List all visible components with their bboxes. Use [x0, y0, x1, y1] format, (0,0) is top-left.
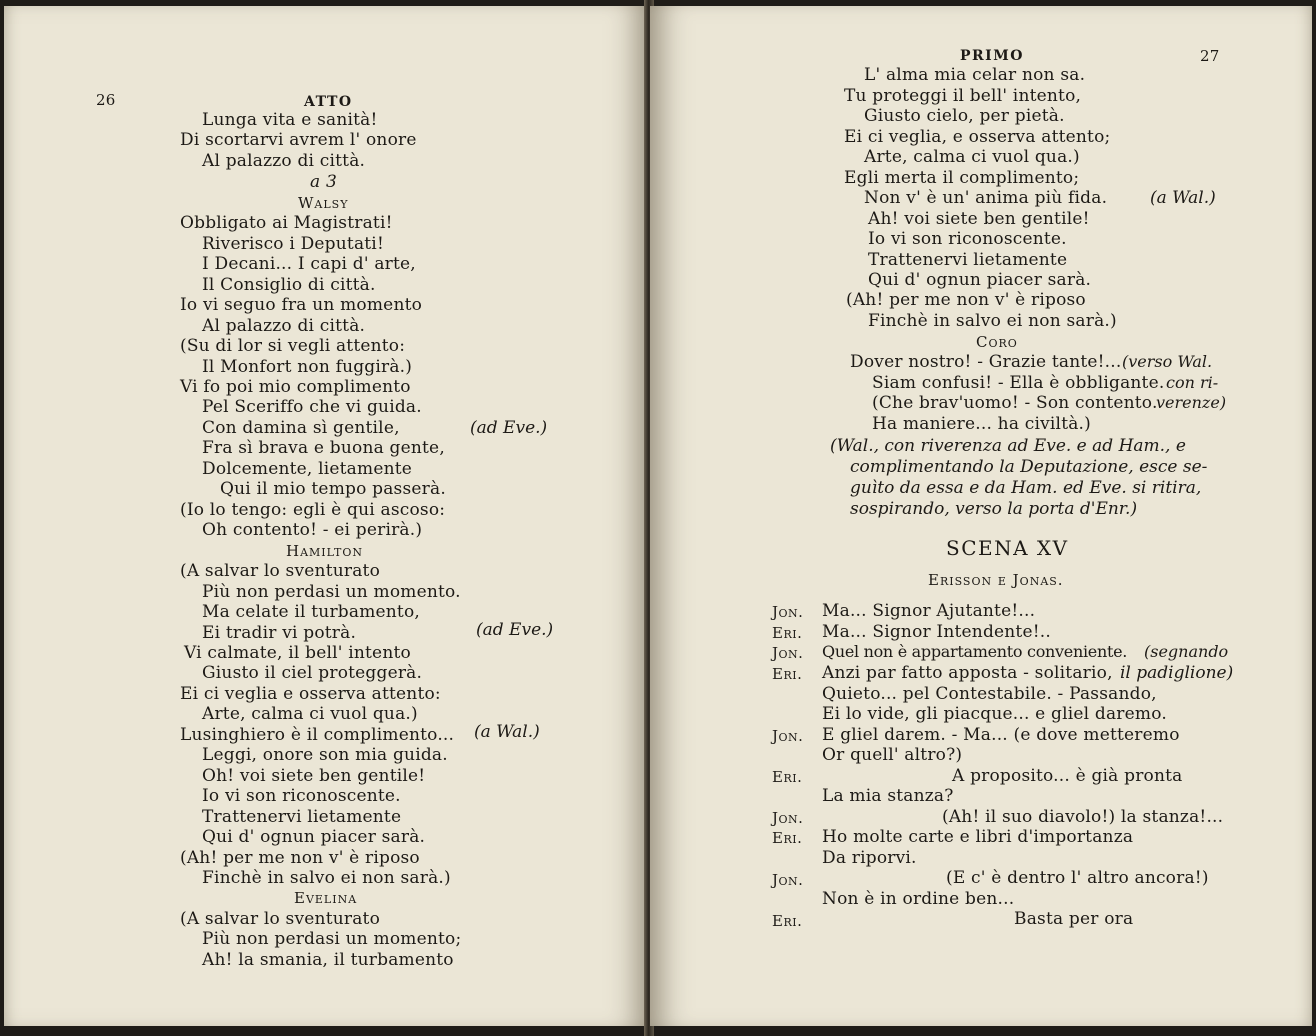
verse-line: Io vi seguo fra un momento: [180, 295, 423, 315]
dialogue-speaker: Eri.: [772, 768, 803, 786]
verse-line: Qui d' ognun piacer sarà.: [868, 270, 1092, 290]
verse-line: Arte, calma ci vuol qua.): [202, 704, 418, 724]
verse-line: Finchè in salvo ei non sarà.): [202, 868, 451, 888]
dialogue-line: (E c' è dentro l' altro ancora!): [946, 868, 1209, 888]
stage-direction: con ri-: [1166, 373, 1219, 392]
stage-block-line: sospirando, verso la porta d'Enr.): [850, 499, 1138, 519]
dialogue-line: Basta per ora: [1014, 909, 1134, 929]
page-number-left: 26: [96, 91, 116, 109]
verse-line: Ei ci veglia, e osserva attento;: [844, 127, 1111, 147]
stage-block-line: guìto da essa e da Ham. ed Eve. si ritira,: [850, 478, 1202, 498]
scene-title: SCENA XV: [946, 536, 1069, 560]
verse-line: Con damina sì gentile,: [202, 418, 400, 438]
verse-line: Ei ci veglia e osserva attento:: [180, 684, 441, 704]
verse-line: Più non perdasi un momento;: [202, 929, 462, 949]
dialogue-line: Quel non è appartamento conveniente.: [822, 642, 1128, 661]
dialogue-line: E gliel darem. - Ma... (e dove metteremo: [822, 725, 1180, 745]
verse-line: Non v' è un' anima più fida.: [864, 188, 1108, 208]
dialogue-line: Non è in ordine ben...: [822, 889, 1015, 909]
dialogue-speaker: Jon.: [772, 603, 804, 621]
verse-line: Lunga vita e sanità!: [202, 110, 378, 130]
verse-line: Fra sì brava e buona gente,: [202, 438, 445, 458]
page-number-right: 27: [1200, 47, 1220, 65]
dialogue-line: A proposito... è già pronta: [952, 766, 1183, 786]
verse-line: Qui il mio tempo passerà.: [220, 479, 446, 499]
verse-line: L' alma mia celar non sa.: [864, 65, 1086, 85]
verse-line: Oh contento! - ei perirà.): [202, 520, 423, 540]
stage-direction: (ad Eve.): [476, 620, 554, 640]
dialogue-speaker: Eri.: [772, 829, 803, 847]
verse-line: (Io lo tengo: egli è qui ascoso:: [180, 500, 446, 520]
verse-line: Trattenervi lietamente: [868, 250, 1068, 270]
verse-line: Dolcemente, lietamente: [202, 459, 413, 479]
verse-line: I Decani... I capi d' arte,: [202, 254, 416, 274]
running-header-left: ATTO: [304, 94, 353, 110]
verse-line: Io vi son riconoscente.: [202, 786, 401, 806]
verse-line: Siam confusi! - Ella è obbligante.: [872, 373, 1165, 393]
speaker-heading: Walsy: [298, 194, 349, 212]
verse-line: Di scortarvi avrem l' onore: [180, 130, 417, 150]
verse-line: (A salvar lo sventurato: [180, 561, 381, 581]
left-page: [4, 6, 648, 1026]
verse-line: Egli merta il complimento;: [844, 168, 1080, 188]
dialogue-line: Ma... Signor Ajutante!...: [822, 601, 1036, 621]
verse-line: Al palazzo di città.: [202, 151, 366, 171]
verse-line: Finchè in salvo ei non sarà.): [868, 311, 1117, 331]
ensemble-marker: a 3: [310, 172, 337, 192]
verse-line: Riverisco i Deputati!: [202, 234, 384, 254]
verse-line: Ah! voi siete ben gentile!: [868, 209, 1090, 229]
verse-line: Vi calmate, il bell' intento: [184, 643, 411, 663]
verse-line: Ah! la smania, il turbamento: [202, 950, 454, 970]
verse-line: (Ah! per me non v' è riposo: [180, 848, 420, 868]
verse-line: Io vi son riconoscente.: [868, 229, 1067, 249]
stage-block-line: (Wal., con riverenza ad Eve. e ad Ham., e: [830, 436, 1186, 456]
stage-block-line: complimentando la Deputazione, esce se-: [850, 457, 1208, 477]
stage-direction: verenze): [1156, 393, 1227, 412]
running-header-right: PRIMO: [960, 48, 1024, 64]
dialogue-line: Ma... Signor Intendente!..: [822, 622, 1051, 642]
stage-direction: (segnando: [1144, 642, 1229, 661]
verse-line: Pel Sceriffo che vi guida.: [202, 397, 422, 417]
verse-line: (Ah! per me non v' è riposo: [846, 290, 1086, 310]
dialogue-speaker: Eri.: [772, 665, 803, 683]
dialogue-speaker: Jon.: [772, 727, 804, 745]
verse-line: Al palazzo di città.: [202, 316, 366, 336]
dialogue-line: La mia stanza?: [822, 786, 954, 806]
verse-line: Oh! voi siete ben gentile!: [202, 766, 426, 786]
verse-line: Tu proteggi il bell' intento,: [844, 86, 1082, 106]
dialogue-speaker: Eri.: [772, 624, 803, 642]
verse-line: Ha maniere... ha civiltà.): [872, 414, 1091, 434]
verse-line: Giusto il ciel proteggerà.: [202, 663, 423, 683]
verse-line: Il Monfort non fuggirà.): [202, 357, 413, 377]
verse-line: Leggi, onore son mia guida.: [202, 745, 448, 765]
dialogue-line: Quieto... pel Contestabile. - Passando,: [822, 684, 1157, 704]
verse-line: Ma celate il turbamento,: [202, 602, 420, 622]
stage-direction: (a Wal.): [474, 722, 540, 742]
verse-line: Lusinghiero è il complimento...: [180, 725, 455, 745]
dialogue-speaker: Jon.: [772, 644, 804, 662]
speaker-heading: Hamilton: [286, 542, 364, 560]
dialogue-line: Da riporvi.: [822, 848, 917, 868]
dialogue-speaker: Eri.: [772, 912, 803, 930]
verse-line: Obbligato ai Magistrati!: [180, 213, 393, 233]
verse-line: Dover nostro! - Grazie tante!...: [850, 352, 1122, 372]
verse-line: Più non perdasi un momento.: [202, 582, 461, 602]
dialogue-speaker: Jon.: [772, 809, 804, 827]
verse-line: Qui d' ognun piacer sarà.: [202, 827, 426, 847]
dialogue-line: Ei lo vide, gli piacque... e gliel daremo.: [822, 704, 1167, 724]
verse-line: Giusto cielo, per pietà.: [864, 106, 1065, 126]
verse-line: Vi fo poi mio complimento: [180, 377, 411, 397]
speaker-heading: Coro: [976, 333, 1018, 351]
stage-direction: (verso Wal.: [1122, 352, 1213, 371]
dialogue-line: Or quell' altro?): [822, 745, 963, 765]
scene-characters: Erisson e Jonas.: [928, 571, 1064, 589]
verse-line: (Su di lor si vegli attento:: [180, 336, 406, 356]
verse-line: Ei tradir vi potrà.: [202, 623, 357, 643]
stage-direction: il padiglione): [1120, 663, 1234, 683]
verse-line: Il Consiglio di città.: [202, 275, 376, 295]
verse-line: Arte, calma ci vuol qua.): [864, 147, 1080, 167]
right-page: [650, 6, 1312, 1026]
dialogue-speaker: Jon.: [772, 871, 804, 889]
dialogue-line: Ho molte carte e libri d'importanza: [822, 827, 1134, 847]
verse-line: (A salvar lo sventurato: [180, 909, 381, 929]
dialogue-line: (Ah! il suo diavolo!) la stanza!...: [942, 807, 1224, 827]
verse-line: Trattenervi lietamente: [202, 807, 402, 827]
stage-direction: (a Wal.): [1150, 188, 1216, 208]
verse-line: (Che brav'uomo! - Son contento.: [872, 393, 1158, 413]
speaker-heading: Evelina: [294, 889, 358, 907]
stage-direction: (ad Eve.): [470, 418, 548, 438]
dialogue-line: Anzi par fatto apposta - solitario,: [822, 663, 1113, 683]
